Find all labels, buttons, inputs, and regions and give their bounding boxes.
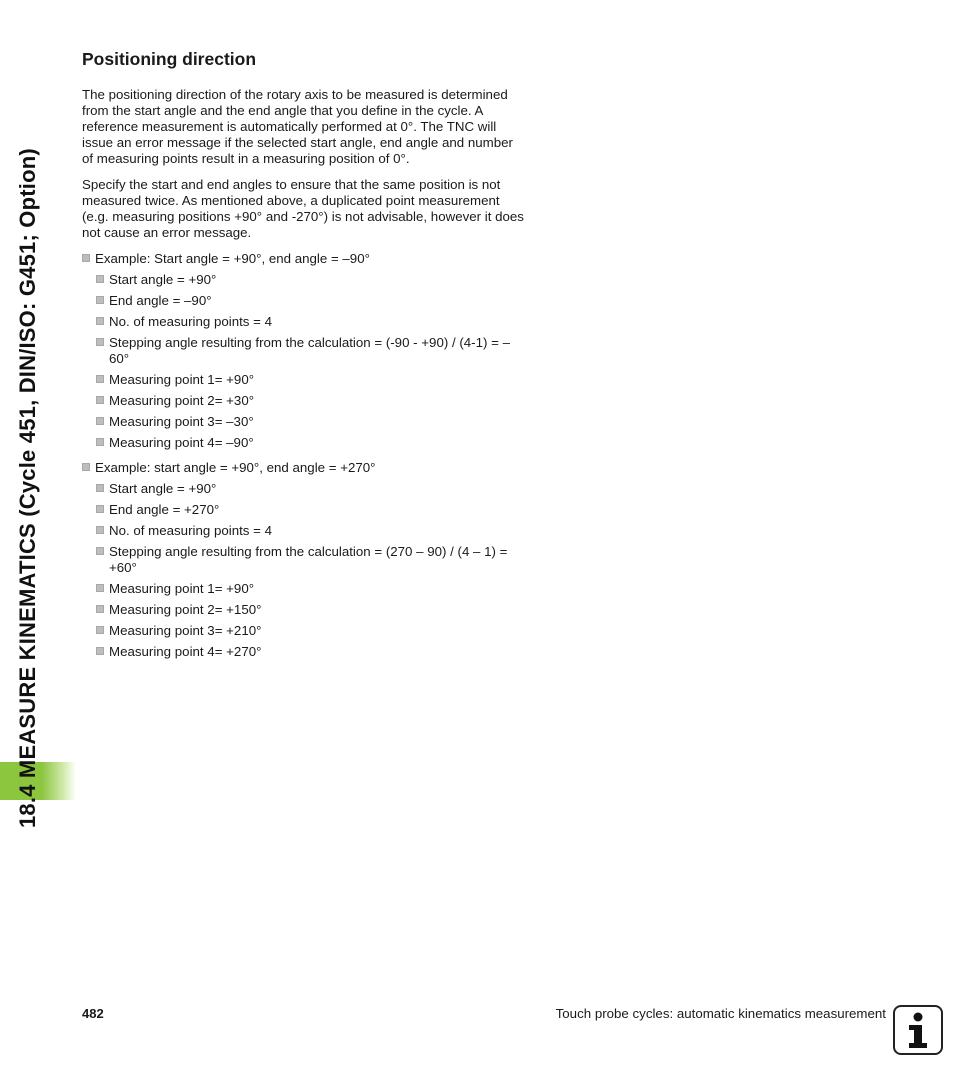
list-item: End angle = +270° [82,502,527,518]
list-item: Measuring point 4= –90° [82,435,527,451]
list-item: Measuring point 3= +210° [82,623,527,639]
square-bullet-icon [96,296,104,304]
paragraph-1: The positioning direction of the rotary axis to be measured is determined from the start angle and the end angle that you define in the cycle. A reference measurement is automatically performed at 0°. The TNC will issue an error message if the selected start angle, end angle and number of measuring points result in a measuring position of 0°. [82,87,513,166]
square-bullet-icon [82,254,90,262]
page-number: 482 [82,1006,104,1021]
example-2-title: Example: start angle = +90°, end angle = +270° [82,460,527,476]
list-item: Measuring point 4= +270° [82,644,527,660]
list-item: End angle = –90° [82,293,527,309]
list-item: Start angle = +90° [82,272,527,288]
square-bullet-icon [96,626,104,634]
square-bullet-icon [96,417,104,425]
list-item: Measuring point 1= +90° [82,581,527,597]
list-item: Measuring point 1= +90° [82,372,527,388]
square-bullet-icon [96,584,104,592]
footer-chapter-text: Touch probe cycles: automatic kinematics measurement [555,1006,886,1021]
main-content [82,48,527,660]
list-item: No. of measuring points = 4 [82,314,527,330]
list-item: Start angle = +90° [82,481,527,497]
square-bullet-icon [96,647,104,655]
list-item: Measuring point 3= –30° [82,414,527,430]
square-bullet-icon [96,526,104,534]
square-bullet-icon [96,547,104,555]
square-bullet-icon [96,375,104,383]
square-bullet-icon [96,396,104,404]
list-item: Measuring point 2= +150° [82,602,527,618]
square-bullet-icon [96,275,104,283]
info-glyph [895,1007,941,1053]
list-item: Stepping angle resulting from the calculation = (-90 - +90) / (4-1) = –60° [82,335,527,367]
square-bullet-icon [96,438,104,446]
square-bullet-icon [96,605,104,613]
list-item: No. of measuring points = 4 [82,523,527,539]
square-bullet-icon [96,484,104,492]
paragraph-2: Specify the start and end angles to ensure that the same position is not measured twice. As mentioned above, a duplicated point measurement (e.g. measuring positions +90° and -270°) is not advisable, however it does not cause an error message. [82,177,524,240]
section-heading: Positioning direction [82,49,257,69]
list-item: Stepping angle resulting from the calculation = (270 – 90) / (4 – 1) = +60° [82,544,527,576]
square-bullet-icon [96,317,104,325]
info-icon [893,1005,943,1055]
square-bullet-icon [96,338,104,346]
chapter-side-title: 18.4 MEASURE KINEMATICS (Cycle 451, DIN/ISO: G451; Option) [15,148,40,828]
list-item: Measuring point 2= +30° [82,393,527,409]
square-bullet-icon [82,463,90,471]
square-bullet-icon [96,505,104,513]
example-1-title: Example: Start angle = +90°, end angle = –90° [82,251,527,267]
example-list [82,251,527,660]
